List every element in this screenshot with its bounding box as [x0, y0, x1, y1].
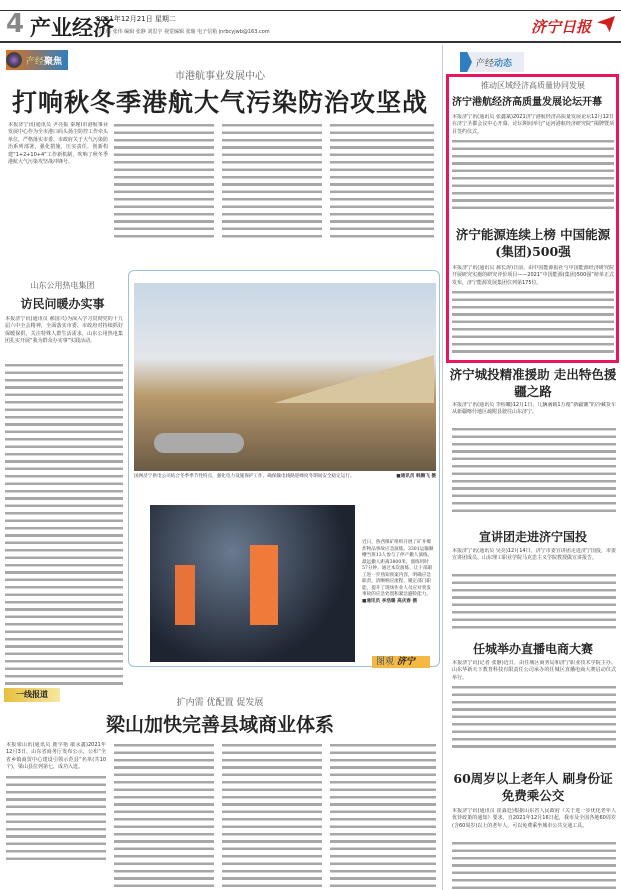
page-number: 4 — [6, 9, 25, 39]
photo2-credit: ■通讯员 李浩璐 高庆春 摄 — [362, 598, 418, 604]
photo1-credit: ■通讯员 韩腾飞 摄 — [396, 474, 436, 479]
bus-body — [452, 808, 616, 838]
ecommerce-body-more — [452, 684, 616, 748]
arrow-icon — [460, 52, 472, 72]
aid-headline: 济宁城投精准援助 走出特色援疆之路 — [449, 367, 617, 399]
heating-body-more — [5, 362, 123, 687]
logo-emblem-icon — [597, 16, 615, 32]
column-divider — [442, 45, 443, 890]
bottom-body-more — [6, 774, 106, 864]
photo-embankment — [274, 343, 434, 403]
lecture-body-more — [452, 572, 616, 632]
forum-lede: 本报济宁讯(通讯员 张鑫斌)2021济宁港航经济高质量发展论坛12月12日在济宁圣都会议中心开幕。论坛期间举行“运河港航经济研究院”揭牌暨项目签约仪式。 — [452, 114, 614, 135]
aid-body — [452, 402, 616, 424]
lead-body-col3 — [222, 122, 322, 242]
aid-lede: 本报济宁讯(通讯员 李程曦)12月1日，几辆满载1万箱“新疆馕”的冷藏货车从新疆喀什地区疏附县驶往山东济宁。 — [452, 402, 616, 416]
lead-body-col4 — [330, 122, 434, 242]
camera-lens-icon — [6, 52, 22, 68]
heating-kicker: 山东公用热电集团 — [30, 281, 95, 290]
bus-headline: 60周岁以上老年人 刷身份证免费乘公交 — [453, 771, 613, 803]
photo2-caption — [362, 540, 434, 605]
bottom-body-col2 — [114, 742, 214, 890]
lecture-body — [452, 548, 616, 570]
energy-lede: 本报济宁讯(通讯员 郝长涛)日前，由中国能源报社与中国能源经济研究院开展研究实施的研究评价项目——2021“中国能源(集团)500强”榜单正式发布，济宁能源发展集团位列第175位。 — [452, 265, 614, 286]
photo-rescuer-2 — [250, 545, 278, 625]
lead-body-col2 — [114, 122, 214, 242]
lead-lede: 本报济宁讯(通讯员 尹亮振 秦瑾)市港航事业发展中心作为全市港口码头扬尘防控工作牵头单位，严格落实市委、市政府关于大气污染防治系列部署，强化措施，压实责任，创新构建“1+2+10+4”工作新机制，吹响了秋冬季港航大气污染攻坚战冲锋号。 — [8, 122, 108, 166]
date: 2021年12月21日 星期二 — [96, 15, 176, 23]
news-tag-prefix: 产经 — [476, 58, 495, 69]
photo1-caption-text: 国网济宁供电公司结合冬季季节性特点，强化电力设施保护工作，确保输电线路迎峰度冬期间安全稳定运行。 — [134, 474, 355, 479]
section-tag-prefix: 产经 — [26, 56, 45, 67]
ecommerce-lede: 本报济宁讯(记者 张静)近日，由任城区商务局和济宁职业技术学院主办、山东华新天下教育科技有限责任公司承办的任城区直播电商大赛启动仪式举行。 — [452, 660, 616, 681]
column-label — [372, 656, 430, 668]
photo-rescuer-1 — [175, 565, 195, 625]
forum-headline: 济宁港航经济高质量发展论坛开幕 — [452, 97, 602, 108]
forum-body — [452, 114, 614, 136]
column-label-text: 图观 — [376, 657, 395, 667]
news-tag-label: 动态 — [494, 58, 513, 69]
photo2-caption-text: 近日，鲁西煤矿组织开展了矿井爆炸物品事故应急演练。3301运输顺槽当班13人参与了停产撤人演练，最远撤人距离3800米，演练用时57分钟。通过本次演练，让干部职工进一步熟知预案内容，明确应急职责，清晰响应流程，履定部门职能，提升了现场作业人员应对突发事故的应急处置和紧急避险能力。 — [362, 540, 434, 597]
bottom-lede: 本报梁山讯(通讯员 鹿学艳 康永鑫)2021年12月3日，山东省商务厅发布公示，公布“全省乡镇商贸中心建设引领示范县”名单(共10个)，梁山县位列第七，成功入选。 — [6, 742, 106, 771]
heating-body — [5, 316, 123, 360]
section-tag-frontline: 一线报道 — [4, 688, 60, 702]
lecture-lede: 本报济宁讯(通讯员 吴亮)12月14日，济宁市委宣讲团走进济宁国投，市委宣讲团成员、山东理工职业学院马克思主义学院教授做宣讲报告。 — [452, 548, 616, 562]
bottom-headline: 梁山加快完善县域商业体系 — [105, 714, 334, 736]
bottom-body-col4 — [330, 742, 436, 890]
bottom-kicker: 扩内需 优配置 促发展 — [176, 698, 264, 708]
photo-power-workers — [134, 283, 436, 471]
bus-lede: 本报济宁讯(通讯员 崔淼廷)根据山东省人民政府《关于进一步优化老年人优待政策的通知》要求，自2021年12月16日起，我市及全国各地60周岁(含60周岁)以上的老年人，可以免费乘坐城市公共交通工具。 — [452, 808, 616, 829]
forum-body-more — [452, 138, 614, 212]
section-tag-news — [460, 52, 524, 72]
top-rule — [0, 10, 621, 11]
lead-kicker: 市港航事业发展中心 — [175, 71, 265, 82]
aid-body-more — [452, 426, 616, 512]
bottom-body — [6, 742, 106, 890]
section-title: 产业经济 — [30, 16, 114, 40]
newspaper-logo: 济宁日报 — [530, 18, 591, 36]
lead-body — [8, 122, 108, 242]
energy-body — [452, 265, 614, 287]
photo1-caption — [134, 474, 436, 481]
editors: 口主编 张伟 编辑 张静 刘思宇 视觉编辑 张璇 电子信箱 jnrbcyjwb@163.com — [96, 29, 270, 35]
photo-mine-drill — [150, 505, 355, 662]
ecommerce-headline: 任城举办直播电商大赛 — [472, 642, 593, 656]
heating-lede: 本报济宁讯(通讯员 郝国兴)为深入学习贯彻党的十九届六中全会精神，全面落实市委、市政府对持续抓好保暖保供、关注特殊人群生活需求，山东公用热电集团扎实开展“我为群众办实事”实践活动。 — [5, 316, 123, 345]
lead-headline: 打响秋冬季港航大气污染防治攻坚战 — [11, 88, 428, 117]
masthead-rule — [0, 41, 621, 43]
forum-kicker: 推动区域经济高质量协同发展 — [481, 81, 585, 90]
section-tag-label: 聚焦 — [44, 56, 63, 67]
energy-headline: 济宁能源连续上榜 中国能源(集团)500强 — [455, 227, 611, 259]
column-label-city: 济宁 — [396, 657, 415, 667]
bus-body-more — [452, 840, 616, 890]
lecture-headline: 宣讲团走进济宁国投 — [478, 530, 587, 544]
photo-pipe — [154, 433, 244, 453]
bottom-body-col3 — [222, 742, 322, 890]
energy-body-more — [452, 289, 614, 356]
heating-headline: 访民问暖办实事 — [20, 297, 105, 311]
ecommerce-body — [452, 660, 616, 682]
